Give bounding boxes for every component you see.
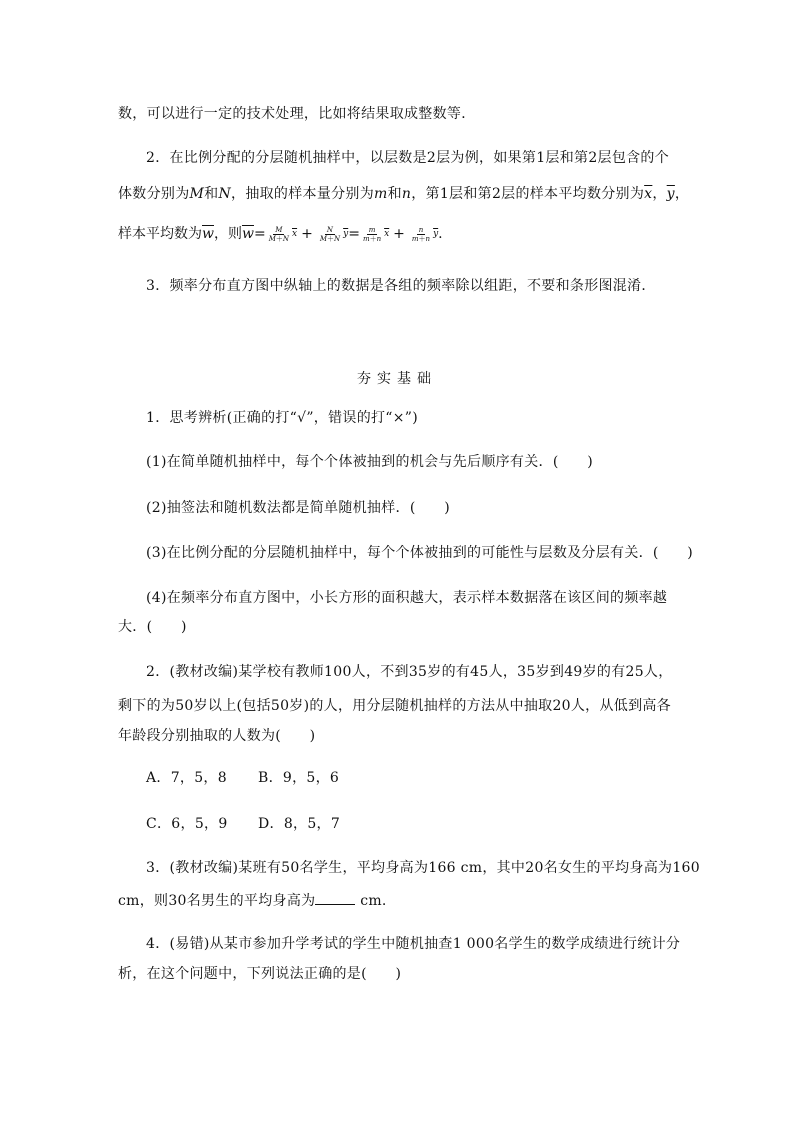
q1-item-4-continuation: 大．( ) — [118, 619, 187, 635]
q4-line2: 析，在这个问题中，下列说法正确的是( ) — [118, 966, 402, 982]
q2-option-a: A．7，5，8 — [146, 770, 227, 786]
q2-option-d: D．8，5，7 — [258, 816, 341, 832]
fraction-m-over-m-plus-n: $\frac{m}{m+n}$ — [362, 225, 382, 243]
q1-item-1: (1)在简单随机抽样中，每个个体被抽到的机会与先后顺序有关．( ) — [146, 454, 593, 470]
answer-blank — [315, 890, 355, 905]
note2-line2: 体数分别为M和N，抽取的样本量分别为m和n，第1层和第2层的样本平均数分别为$\overline{x}$，$\overline{y}$， — [118, 186, 690, 202]
fraction-N-over-M-plus-N: $\frac{N}{M+N}$ — [319, 225, 341, 243]
q3-line1: 3．(教材改编)某班有50名学生，平均身高为166 cm，其中20名女生的平均身高为160 — [146, 860, 700, 876]
note2-line1: 2．在比例分配的分层随机抽样中，以层数是2层为例，如果第1层和第2层包含的个 — [146, 150, 670, 166]
q1-stem: 1．思考辨析(正确的打“√”，错误的打“×”) — [146, 410, 419, 426]
note1-continuation: 数，可以进行一定的技术处理，比如将结果取成整数等． — [118, 106, 476, 122]
fraction-n-over-m-plus-n: $\frac{n}{m+n}$ — [411, 225, 431, 243]
q2-line2: 剩下的为50岁以上(包括50岁)的人，用分层随机抽样的方法从中抽取20人，从低到高各 — [118, 698, 671, 714]
q2-line1: 2．(教材改编)某学校有教师100人，不到35岁的有45人，35岁到49岁的有25人， — [146, 664, 673, 680]
note3: 3．频率分布直方图中纵轴上的数据是各组的频率除以组距，不要和条形图混淆． — [146, 278, 656, 294]
q4-line1: 4．(易错)从某市参加升学考试的学生中随机抽查1 000名学生的数学成绩进行统计分 — [146, 936, 681, 952]
x-bar: $\overline{x}$ — [644, 186, 653, 202]
q2-options-row1 — [146, 768, 339, 788]
section-title: 夯实基础 — [357, 371, 437, 387]
q2-option-c: C．6，5，9 — [146, 816, 228, 832]
q1-item-4: (4)在频率分布直方图中，小长方形的面积越大，表示样本数据落在该区间的频率越 — [146, 590, 668, 606]
note2-formula-line: 样本平均数为 $\overline{w}$ ，则 $\overline{w}$ = $\frac{M}{M+N}$ $\overline{x}$ + $\frac{N}{M+N}$ $\overline{y}$ = $\frac{m}{m+n}$ $\overline{x}$ + $\frac{n}{m+n}$ $\overline{y}$ . — [118, 225, 443, 243]
y-bar: $\overline{y}$ — [666, 186, 675, 202]
q2-option-b: B．9，5，6 — [258, 770, 340, 786]
fraction-M-over-M-plus-N: $\frac{M}{M+N}$ — [268, 225, 289, 243]
q1-item-2: (2)抽签法和随机数法都是简单随机抽样．( ) — [146, 500, 450, 516]
q2-options-row2 — [146, 814, 340, 834]
w-bar: $\overline{w}$ — [202, 226, 214, 242]
q1-item-3: (3)在比例分配的分层随机抽样中，每个个体被抽到的可能性与层数及分层有关．( ) — [146, 545, 694, 561]
q3-line2: cm，则30名男生的平均身高为 cm. — [118, 890, 387, 911]
q2-line3: 年龄段分别抽取的人数为( ) — [118, 728, 316, 744]
